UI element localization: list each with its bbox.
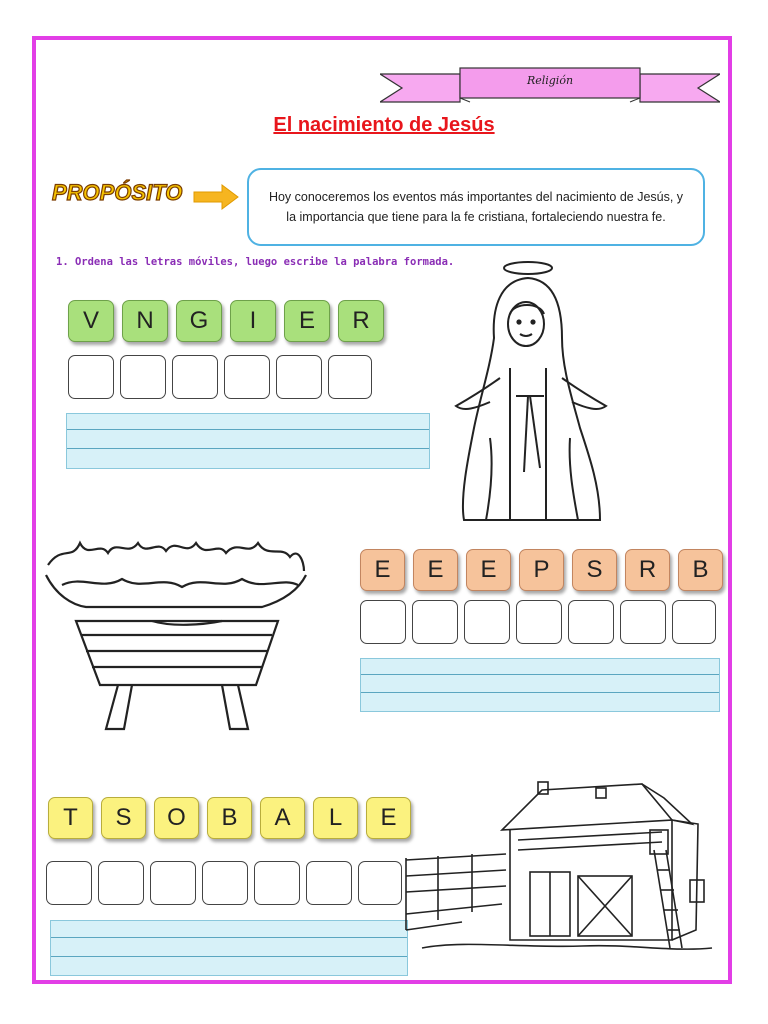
letter-tile[interactable]: R <box>625 549 670 591</box>
virgin-mary-drawing <box>450 258 630 528</box>
letter-tile[interactable]: E <box>360 549 405 591</box>
answer-box[interactable] <box>360 600 406 644</box>
letter-tiles-2 <box>360 549 723 591</box>
letter-tile[interactable]: L <box>313 797 358 839</box>
barn-stable-drawing <box>402 780 722 960</box>
writing-lines-2[interactable] <box>360 658 720 712</box>
answer-box[interactable] <box>46 861 92 905</box>
letter-tile[interactable]: T <box>48 797 93 839</box>
answer-box[interactable] <box>464 600 510 644</box>
letter-tile[interactable]: N <box>122 300 168 342</box>
answer-box[interactable] <box>202 861 248 905</box>
answer-box[interactable] <box>98 861 144 905</box>
purpose-label: PROPÓSITO <box>52 180 183 205</box>
letter-tile[interactable]: B <box>678 549 723 591</box>
answer-boxes-3 <box>46 861 402 905</box>
subject-label: Religión <box>526 74 574 87</box>
answer-box[interactable] <box>276 355 322 399</box>
letter-tile[interactable]: E <box>466 549 511 591</box>
letter-tile[interactable]: S <box>572 549 617 591</box>
answer-boxes-1 <box>68 355 372 399</box>
letter-tile[interactable]: B <box>207 797 252 839</box>
answer-box[interactable] <box>516 600 562 644</box>
manger-drawing <box>42 535 312 740</box>
answer-box[interactable] <box>328 355 372 399</box>
answer-box[interactable] <box>672 600 716 644</box>
letter-tile[interactable]: R <box>338 300 384 342</box>
answer-box[interactable] <box>172 355 218 399</box>
letter-tile[interactable]: A <box>260 797 305 839</box>
answer-box[interactable] <box>306 861 352 905</box>
instruction-text: 1. Ordena las letras móviles, luego escribe la palabra formada. <box>56 256 455 268</box>
answer-box[interactable] <box>150 861 196 905</box>
answer-box[interactable] <box>412 600 458 644</box>
arrow-right-icon <box>192 184 240 210</box>
letter-tile[interactable]: G <box>176 300 222 342</box>
answer-box[interactable] <box>224 355 270 399</box>
page-title: El nacimiento de Jesús <box>273 114 495 136</box>
letter-tile[interactable]: O <box>154 797 199 839</box>
answer-box[interactable] <box>68 355 114 399</box>
letter-tile[interactable]: E <box>284 300 330 342</box>
letter-tile[interactable]: E <box>413 549 458 591</box>
letter-tile[interactable]: I <box>230 300 276 342</box>
writing-lines-3[interactable] <box>50 920 408 976</box>
letter-tiles-3 <box>48 797 411 839</box>
letter-tile[interactable]: E <box>366 797 411 839</box>
purpose-box <box>247 168 705 246</box>
answer-box[interactable] <box>120 355 166 399</box>
answer-box[interactable] <box>254 861 300 905</box>
answer-box[interactable] <box>620 600 666 644</box>
writing-lines-1[interactable] <box>66 413 430 469</box>
answer-box[interactable] <box>358 861 402 905</box>
letter-tile[interactable]: P <box>519 549 564 591</box>
letter-tiles-1 <box>68 300 384 342</box>
purpose-text: Hoy conoceremos los eventos más importantes del nacimiento de Jesús, y la importancia que tiene para la fe cristiana, fortaleciendo nuestra fe. <box>268 190 684 224</box>
answer-box[interactable] <box>568 600 614 644</box>
letter-tile[interactable]: S <box>101 797 146 839</box>
letter-tile[interactable]: V <box>68 300 114 342</box>
answer-boxes-2 <box>360 600 716 644</box>
